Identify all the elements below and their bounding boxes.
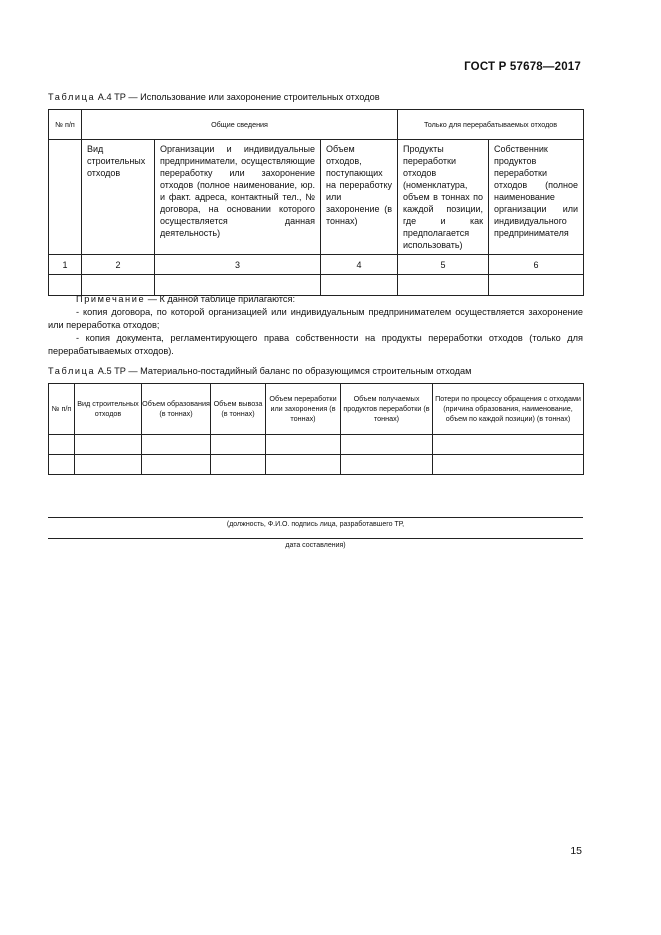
date-line (48, 538, 583, 539)
table-a5-head-products: Объем получаемых продуктов переработки (в тоннах) (341, 384, 433, 435)
table-a4-col3-header: Организации и индивидуальные предприниматели, осуществляющие переработку или захоронение отходов (полное наименование, юр. и факт. адреса, контактный тел., № договора, на основании которого осуществляется данная деятельность) (155, 140, 321, 255)
table-a4-col5-header: Продукты переработки отходов (номенклатура, объем в тоннах по каждой позиции, где и как предполагается использовать) (398, 140, 489, 255)
note-item-2: - копия документа, регламентирующего права собственности на продукты переработки отходов (только для перерабатываемых отходов). (48, 333, 583, 356)
note-item-1: - копия договора, по которой организацией или индивидуальным предпринимателем осуществляется захоронение или переработка отходов; (48, 307, 583, 330)
table-a5-empty-cell (433, 455, 584, 475)
table-a4-cell-empty (49, 140, 82, 255)
table-a5-empty-cell (211, 455, 266, 475)
table-a5-empty-cell (341, 455, 433, 475)
table-a5-empty-cell (211, 435, 266, 455)
standard-designation: ГОСТ Р 57678—2017 (464, 61, 581, 73)
table-a4-col4-header: Объем отходов, поступающих на переработку или захоронение (в тоннах) (321, 140, 398, 255)
table-a5 (48, 383, 584, 475)
table-a5-empty-cell (49, 435, 75, 455)
table-a5-head-generation: Объем образования (в тоннах) (142, 384, 211, 435)
table-a5-empty-cell (75, 455, 142, 475)
table-a5-head-removal: Объем вывоза (в тоннах) (211, 384, 266, 435)
table-a4-head-general: Общие сведения (82, 110, 398, 140)
table-a5-empty-cell (75, 435, 142, 455)
table-a4-head-num: № п/п (49, 110, 82, 140)
table-a5-head-losses: Потери по процессу обращения с отходами (причина образования, наименование, объем по каждой позиции) (в тоннах) (433, 384, 584, 435)
table-a5-head-waste-type: Вид строительных отходов (75, 384, 142, 435)
table-a4-col6-header: Собственник продуктов переработки отходов (полное наименование организации или индивидуального предпринимателя (489, 140, 584, 255)
table-a4-caption (48, 92, 380, 102)
note-intro: — К данной таблице прилагаются: (145, 294, 296, 304)
table-a4-colnum: 5 (398, 255, 489, 275)
table-a4-colnum: 1 (49, 255, 82, 275)
table-a4-colnum: 3 (155, 255, 321, 275)
date-caption: дата составления) (285, 542, 346, 549)
table-a4-colnum: 2 (82, 255, 155, 275)
table-a4-col2-header: Вид строительных отходов (82, 140, 155, 255)
table-a4-caption-text: А.4 ТР — Использование или захоронение строительных отходов (95, 92, 380, 102)
table-a4-caption-word: Таблица (48, 92, 96, 102)
note-label: Примечание (76, 294, 146, 304)
table-a5-head-num: № п/п (49, 384, 75, 435)
table-a4-note (48, 293, 583, 358)
table-a5-empty-cell (142, 455, 211, 475)
table-a5-caption-word: Таблица (48, 366, 96, 376)
table-a5-empty-cell (142, 435, 211, 455)
table-a4 (48, 109, 584, 296)
table-a4-colnum: 6 (489, 255, 584, 275)
page-number: 15 (570, 845, 582, 857)
table-a5-empty-cell (266, 435, 341, 455)
table-a5-caption (48, 366, 471, 376)
note-intro-line (48, 293, 583, 306)
table-a4-head-recycled: Только для перерабатываемых отходов (398, 110, 584, 140)
table-a5-empty-cell (433, 435, 584, 455)
signature-line (48, 517, 583, 518)
signature-caption: (должность, Ф.И.О. подпись лица, разработавшего ТР, (226, 521, 405, 528)
table-a5-empty-cell (341, 435, 433, 455)
table-a4-colnum: 4 (321, 255, 398, 275)
table-a5-head-processing: Объем переработки или захоронения (в тоннах) (266, 384, 341, 435)
table-a5-empty-cell (49, 455, 75, 475)
table-a5-caption-text: А.5 ТР — Материально-постадийный баланс по образующимся строительным отходам (95, 366, 472, 376)
table-a5-empty-cell (266, 455, 341, 475)
